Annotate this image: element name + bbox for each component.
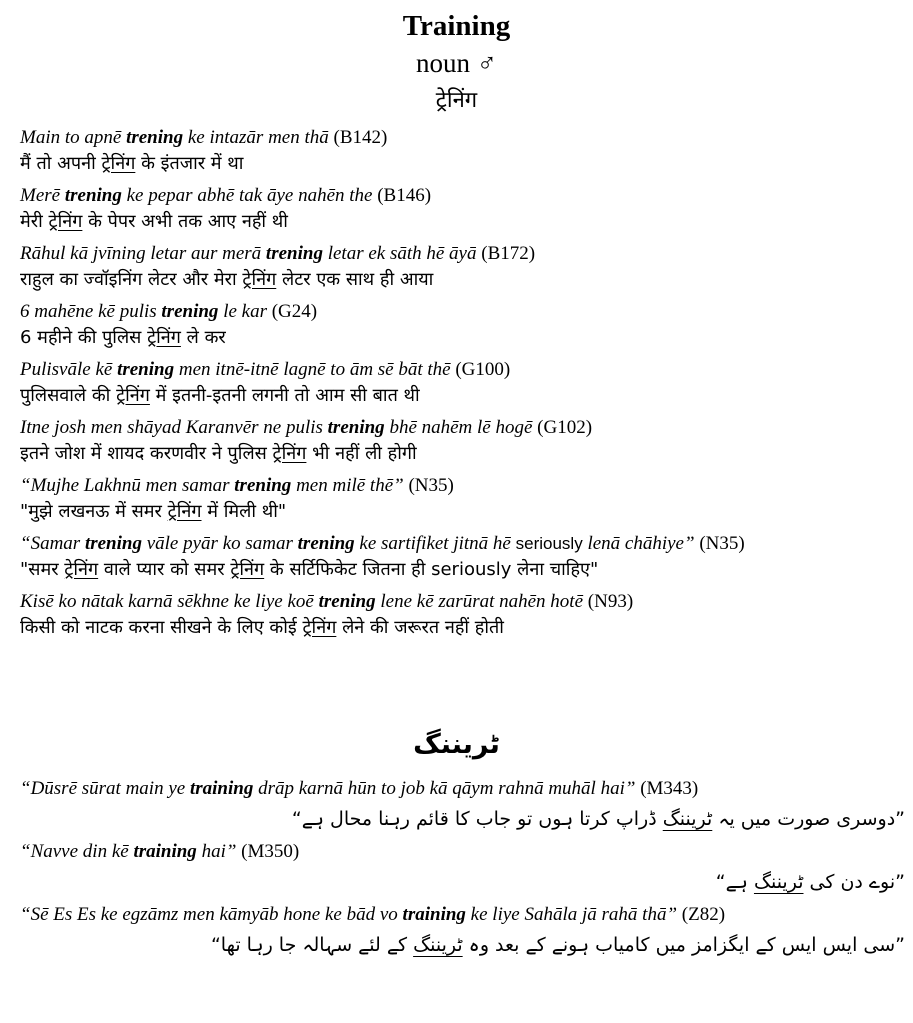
- pos-label: noun: [416, 48, 470, 78]
- keyword: trening: [64, 185, 122, 206]
- keyword: trening: [84, 533, 142, 554]
- transliteration: 6 mahēne kē pulis trening le kar (G24): [20, 301, 318, 322]
- source-ref: (Z82): [681, 904, 726, 925]
- source-ref: (G24): [271, 301, 318, 322]
- hindi-sentence: 6 महीने की पुलिस ट्रेनिंग ले कर: [20, 327, 226, 348]
- urdu-sentence: ”سی ایس ایس کے ایگزامز میں کامیاب ہونے کے بعد وہ ٹریننگ کے لئے سہالہ جا رہا تھا“: [210, 934, 905, 956]
- keyword: trening: [327, 417, 385, 438]
- keyword: ट्रेनिंग: [242, 269, 277, 290]
- keyword: ٹریننگ: [753, 871, 804, 893]
- keyword: trening: [117, 359, 175, 380]
- urdu-sentence: ”دوسری صورت میں یہ ٹریننگ ڈراپ کرتا ہوں تو جاب کا قائم رہنا محال ہے“: [291, 808, 905, 830]
- keyword: ٹریننگ: [413, 934, 463, 956]
- transliteration: Itne josh men shāyad Karanvēr ne pulis trening bhē nahēm lē hogē (G102): [20, 417, 593, 438]
- urdu-headword: ٹریننگ: [413, 729, 500, 760]
- transliteration: Pulisvāle kē trening men itnē-itnē lagnē to ām sē bāt thē (G100): [20, 359, 511, 380]
- source-ref: (N35): [699, 533, 745, 554]
- example-entry: [20, 416, 905, 468]
- source-ref: (B172): [481, 243, 536, 264]
- keyword: ट्रेनिंग: [302, 617, 337, 638]
- example-entry: [20, 840, 905, 901]
- keyword: ट्रेनिंग: [48, 211, 83, 232]
- source-ref: (N93): [587, 591, 634, 612]
- example-entry: [20, 777, 905, 838]
- keyword: ट्रेनिंग: [64, 559, 99, 580]
- example-entry: [20, 300, 905, 352]
- example-entry: [20, 903, 905, 964]
- keyword: trening: [126, 127, 184, 148]
- english-word: seriously: [515, 534, 583, 553]
- hindi-sentence: मेरी ट्रेनिंग के पेपर अभी तक आए नहीं थी: [20, 211, 288, 232]
- transliteration: Main to apnē trening ke intazār men thā (B142): [20, 127, 388, 148]
- male-gender-icon: ♂: [476, 48, 497, 78]
- source-ref: (G102): [537, 417, 593, 438]
- keyword: ट्रेनिंग: [116, 385, 150, 406]
- hindi-sentence: किसी को नाटक करना सीखने के लिए कोई ट्रेनिंग लेने की जरूरत नहीं होती: [20, 617, 504, 638]
- keyword: ट्रेनिंग: [147, 327, 181, 348]
- source-ref: (G100): [455, 359, 511, 380]
- keyword: training: [189, 778, 254, 799]
- hindi-examples: [20, 126, 905, 648]
- transliteration: “Dūsrē sūrat main ye training drāp karnā hūn to job kā qāym rahnā muhāl hai” (M343): [20, 778, 699, 799]
- hindi-sentence: पुलिसवाले की ट्रेनिंग में इतनी-इतनी लगनी तो आम सी बात थी: [20, 385, 420, 406]
- source-ref: (M350): [241, 841, 300, 862]
- keyword: training: [133, 841, 197, 862]
- example-entry: [20, 532, 905, 584]
- keyword: ट्रेनिंग: [101, 153, 136, 174]
- example-entry: [20, 242, 905, 294]
- part-of-speech: [0, 46, 913, 80]
- hindi-sentence: राहुल का ज्वॉइनिंग लेटर और मेरा ट्रेनिंग लेटर एक साथ ही आया: [20, 269, 434, 290]
- hindi-sentence: इतने जोश में शायद करणवीर ने पुलिस ट्रेनिंग भी नहीं ली होगी: [20, 443, 417, 464]
- keyword: ٹریننگ: [662, 808, 713, 830]
- keyword: trening: [297, 533, 355, 554]
- example-entry: [20, 184, 905, 236]
- transliteration: Rāhul kā jvīning letar aur merā trening letar ek sāth hē āyā (B172): [20, 243, 536, 264]
- example-entry: [20, 590, 905, 642]
- hindi-sentence: "समर ट्रेनिंग वाले प्यार को समर ट्रेनिंग के सर्टिफिकेट जितना ही seriously लेना चाहिए": [20, 559, 599, 580]
- transliteration: Merē trening ke pepar abhē tak āye nahēn the (B146): [20, 185, 432, 206]
- keyword: ट्रेनिंग: [230, 559, 265, 580]
- source-ref: (B142): [333, 127, 388, 148]
- urdu-sentence: ”نوے دن کی ٹریننگ ہے“: [715, 871, 905, 893]
- urdu-examples: [20, 777, 905, 966]
- source-ref: (B146): [377, 185, 432, 206]
- hindi-sentence: मैं तो अपनी ट्रेनिंग के इंतजार में था: [20, 153, 244, 174]
- transliteration: Kisē ko nātak karnā sēkhne ke liye koē trening lene kē zarūrat nahēn hotē (N93): [20, 591, 634, 612]
- keyword: trening: [318, 591, 376, 612]
- transliteration: “Sē Es Es ke egzāmz men kāmyāb hone ke bād vo training ke liye Sahāla jā rahā thā” (Z82): [20, 904, 726, 925]
- transliteration: “Samar trening vāle pyār ko samar trening ke sartifiket jitnā hē seriously lenā chāhiye” (N35): [20, 533, 745, 554]
- keyword: trening: [234, 475, 292, 496]
- keyword: ट्रेनिंग: [167, 501, 202, 522]
- keyword: training: [402, 904, 466, 925]
- keyword: trening: [161, 301, 219, 322]
- transliteration: “Navve din kē training hai” (M350): [20, 841, 300, 862]
- keyword: trening: [265, 243, 323, 264]
- transliteration: “Mujhe Lakhnū men samar trening men milē thē” (N35): [20, 475, 454, 496]
- example-entry: [20, 358, 905, 410]
- devanagari-headword: ट्रेनिंग: [435, 88, 478, 113]
- example-entry: [20, 474, 905, 526]
- source-ref: (M343): [640, 778, 699, 799]
- example-entry: [20, 126, 905, 178]
- headword: Training: [402, 10, 511, 42]
- hindi-sentence: "मुझे लखनऊ में समर ट्रेनिंग में मिली थी": [20, 501, 287, 522]
- english-word: seriously: [431, 559, 512, 580]
- keyword: ट्रेनिंग: [272, 443, 307, 464]
- source-ref: (N35): [408, 475, 454, 496]
